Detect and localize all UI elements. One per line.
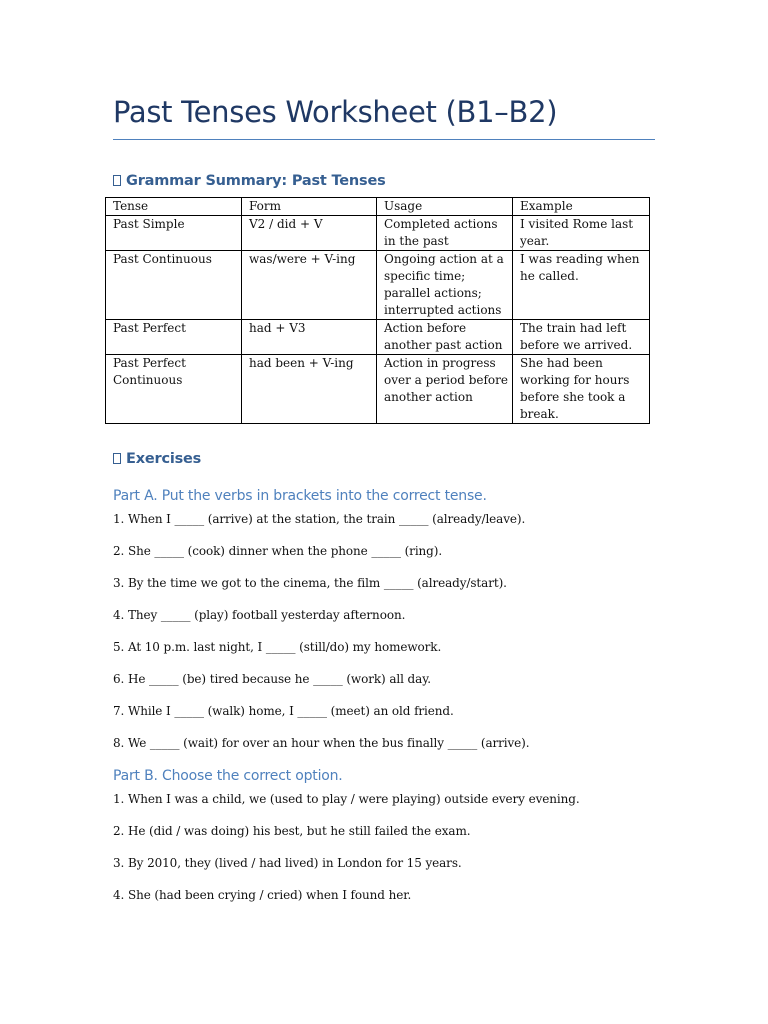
list-item: 4. They _____ (play) football yesterday afternoon. [113, 608, 406, 622]
grammar-summary-heading [113, 173, 386, 189]
table-header-cell: Form [242, 198, 377, 216]
list-item: 6. He _____ (be) tired because he _____ (work) all day. [113, 672, 431, 686]
grammar-summary-table [105, 197, 650, 424]
table-cell: had + V3 [242, 320, 377, 355]
part-a-list [113, 511, 529, 767]
list-item: 5. At 10 p.m. last night, I _____ (still/do) my homework. [113, 640, 442, 654]
list-item: 8. We _____ (wait) for over an hour when the bus finally _____ (arrive). [113, 736, 530, 750]
table-cell: had been + V-ing [242, 355, 377, 424]
table-cell: V2 / did + V [242, 216, 377, 251]
table-cell: The train had left before we arrived. [513, 320, 650, 355]
list-item: 4. She (had been crying / cried) when I found her. [113, 888, 412, 902]
table-cell: Ongoing action at a specific time; parallel actions; interrupted actions [377, 251, 513, 320]
grammar-summary-heading-text: Grammar Summary: Past Tenses [126, 173, 386, 189]
list-item: 1. When I was a child, we (used to play / were playing) outside every evening. [113, 792, 580, 806]
exercises-heading-text: Exercises [126, 451, 202, 467]
list-item: 2. He (did / was doing) his best, but he still failed the exam. [113, 824, 471, 838]
table-header-cell: Tense [106, 198, 242, 216]
missing-glyph-icon [113, 175, 121, 186]
table-cell: Past Continuous [106, 251, 242, 320]
exercises-heading [113, 451, 201, 467]
missing-glyph-icon [113, 453, 121, 464]
table-cell: I was reading when he called. [513, 251, 650, 320]
table-row [106, 355, 650, 424]
list-item: 1. When I _____ (arrive) at the station, the train _____ (already/leave). [113, 512, 526, 526]
table-cell: Past Simple [106, 216, 242, 251]
table-row [106, 216, 650, 251]
table-header-row [106, 198, 650, 216]
table-cell: Action in progress over a period before another action [377, 355, 513, 424]
table-header-cell: Usage [377, 198, 513, 216]
page-title: Past Tenses Worksheet (B1–B2) [113, 95, 558, 129]
list-item: 3. By the time we got to the cinema, the film _____ (already/start). [113, 576, 507, 590]
table-row [106, 251, 650, 320]
table-cell: Action before another past action [377, 320, 513, 355]
table-cell: Completed actions in the past [377, 216, 513, 251]
table-cell: Past Perfect Continuous [106, 355, 242, 424]
list-item: 3. By 2010, they (lived / had lived) in London for 15 years. [113, 856, 462, 870]
part-a-heading: Part A. Put the verbs in brackets into the correct tense. [113, 488, 487, 504]
table-cell: I visited Rome last year. [513, 216, 650, 251]
list-item: 7. While I _____ (walk) home, I _____ (meet) an old friend. [113, 704, 454, 718]
list-item: 2. She _____ (cook) dinner when the phone _____ (ring). [113, 544, 443, 558]
title-divider [113, 139, 655, 140]
part-b-heading: Part B. Choose the correct option. [113, 768, 343, 784]
table-cell: was/were + V-ing [242, 251, 377, 320]
table-cell: She had been working for hours before she took a break. [513, 355, 650, 424]
part-b-list [113, 791, 580, 919]
table-cell: Past Perfect [106, 320, 242, 355]
table-row [106, 320, 650, 355]
table-header-cell: Example [513, 198, 650, 216]
